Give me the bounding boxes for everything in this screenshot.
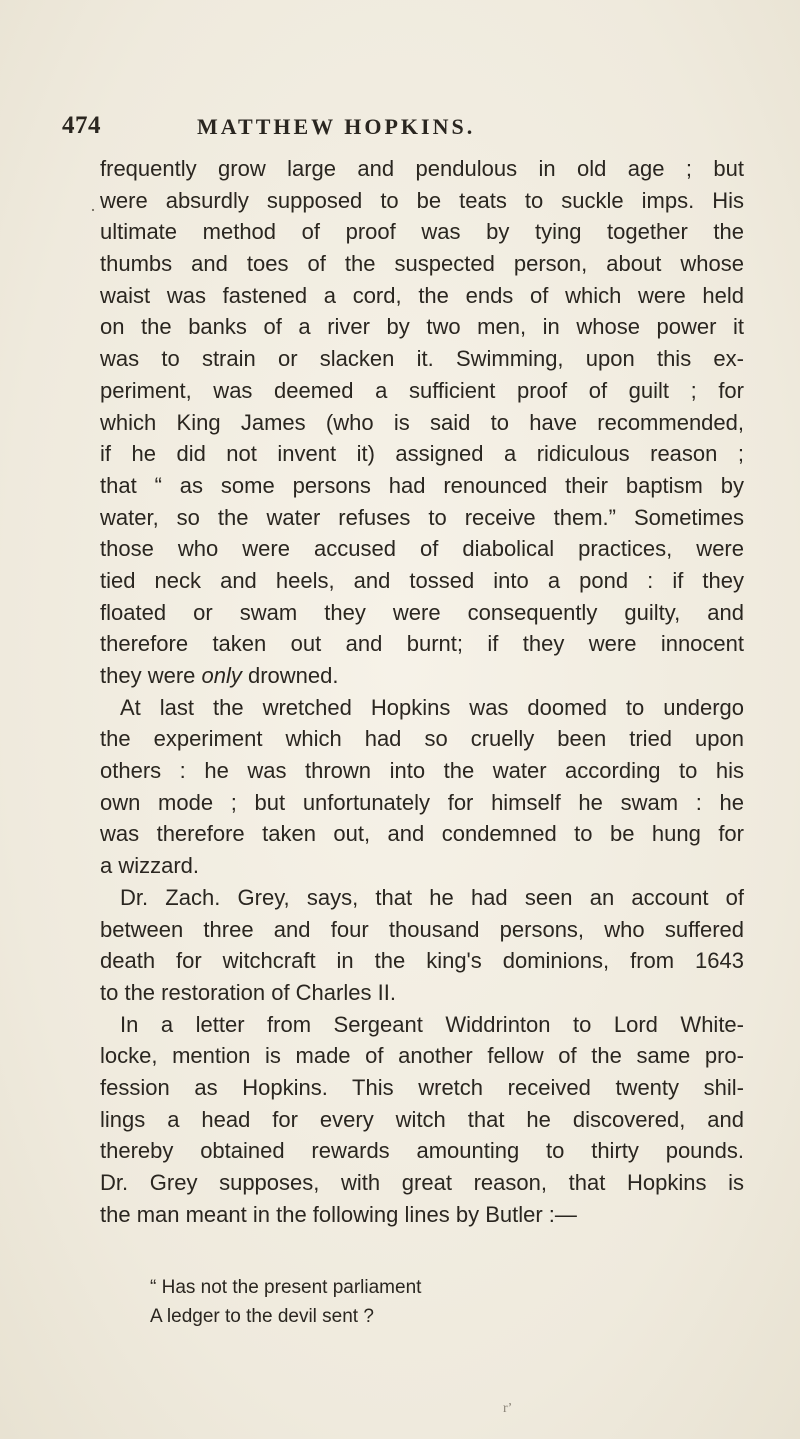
text-line: frequently grow large and pendulous in old age ; but [100, 156, 744, 181]
paragraph-start: Dr. Zach. Grey, says, that he had seen an account of [120, 884, 744, 910]
emphasized-word: only [201, 663, 242, 688]
text-line: the experiment which had so cruelly been tried upon [100, 726, 744, 752]
text-line: lings a head for every witch that he discovered, and [100, 1106, 744, 1132]
text-line: waist was fastened a cord, the ends of which were held [100, 282, 744, 308]
text-line: tied neck and heels, and tossed into a pond : if they [100, 567, 744, 593]
text-line-with-emphasis [100, 660, 744, 692]
emphasis-line: they were only drowned. [100, 663, 339, 688]
body-text [100, 153, 744, 1230]
verse-line: A ledger to the devil sent ? [150, 1306, 374, 1327]
text-line: that “ as some persons had renounced their baptism by [100, 472, 744, 498]
text-line: were absurdly supposed to be teats to suckle imps. His [100, 187, 744, 213]
text-line: water, so the water refuses to receive them.” Sometimes [100, 504, 744, 530]
text-line: therefore taken out and burnt; if they were innocent [100, 631, 744, 657]
margin-mark: · [90, 200, 96, 220]
page-speck: rʼ [503, 1401, 513, 1416]
page-number: 474 [62, 112, 101, 139]
text-line: was therefore taken out, and condemned to be hung for [100, 821, 744, 847]
text-line: which King James (who is said to have recommended, [100, 409, 744, 435]
text-line: to the restoration of Charles II. [100, 979, 396, 1005]
text-line: others : he was thrown into the water according to his [100, 758, 744, 784]
text-line: those who were accused of diabolical practices, were [100, 536, 744, 562]
text-line: locke, mention is made of another fellow of the same pro- [100, 1043, 744, 1069]
text-line: was to strain or slacken it. Swimming, upon this ex- [100, 346, 744, 372]
text-line: periment, was deemed a sufficient proof of guilt ; for [100, 377, 744, 403]
text-line: floated or swam they were consequently guilty, and [100, 599, 744, 625]
text-line: if he did not invent it) assigned a ridiculous reason ; [100, 441, 744, 467]
text-line: Dr. Grey supposes, with great reason, that Hopkins is [100, 1170, 744, 1195]
paragraph-start: At last the wretched Hopkins was doomed to undergo [120, 694, 744, 720]
paragraph-start: In a letter from Sergeant Widdrinton to Lord White- [120, 1011, 744, 1037]
text-line: ultimate method of proof was by tying together the [100, 219, 744, 245]
text-line: a wizzard. [100, 853, 200, 879]
text-line: between three and four thousand persons, who suffered [100, 916, 744, 942]
text-line: fession as Hopkins. This wretch received twenty shil- [100, 1074, 744, 1100]
text-line: own mode ; but unfortunately for himself he swam : he [100, 789, 744, 815]
text-line: the man meant in the following lines by Butler :— [100, 1201, 577, 1227]
text-line: on the banks of a river by two men, in whose power it [100, 314, 744, 340]
text-line: thereby obtained rewards amounting to thirty pounds. [100, 1138, 744, 1164]
text-line: death for witchcraft in the king's dominions, from 1643 [100, 948, 744, 974]
running-title: MATTHEW HOPKINS. [197, 114, 476, 139]
page-header [62, 112, 762, 146]
verse-quotation [150, 1273, 650, 1331]
text-line: thumbs and toes of the suspected person, about whose [100, 251, 744, 277]
verse-line: “ Has not the present parliament [150, 1277, 422, 1298]
